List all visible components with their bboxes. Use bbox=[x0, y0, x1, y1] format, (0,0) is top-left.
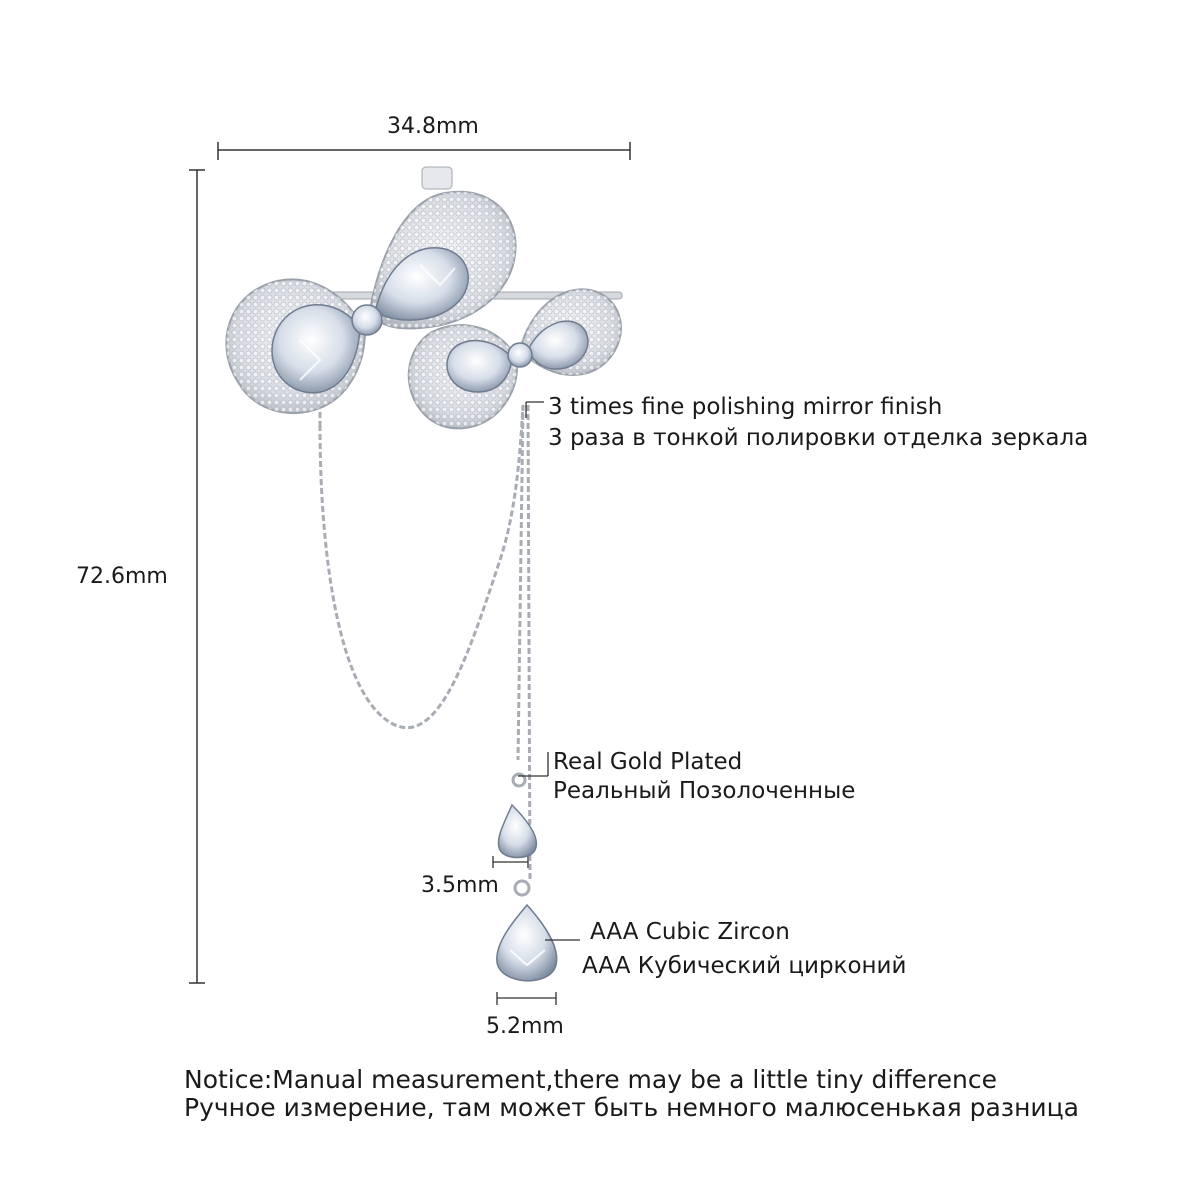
polish-callout-en: 3 times fine polishing mirror finish bbox=[548, 394, 943, 420]
plating-callout-ru: Реальный Позолоченные bbox=[553, 778, 856, 804]
width-dimension-line bbox=[218, 142, 630, 160]
notice-ru: Ручное измерение, там может быть немного малюсенькая разница bbox=[184, 1093, 1079, 1122]
stone-callout-ru: AAA Кубический цирконий bbox=[582, 953, 907, 979]
notice-en: Notice:Manual measurement,there may be a little tiny difference bbox=[184, 1065, 998, 1094]
plating-callout-en: Real Gold Plated bbox=[553, 749, 743, 775]
large-drop-dimension-label: 5.2mm bbox=[486, 1014, 564, 1039]
height-dimension-label: 72.6mm bbox=[76, 564, 168, 589]
large-drop-dimension-line bbox=[497, 992, 556, 1005]
chains bbox=[320, 405, 530, 880]
small-drop-dimension-label: 3.5mm bbox=[421, 873, 499, 898]
large-drop-gem bbox=[497, 905, 557, 981]
polish-callout-ru: 3 раза в тонкой полировки отделка зеркала bbox=[548, 425, 1089, 451]
width-dimension-label: 34.8mm bbox=[387, 114, 479, 139]
stone-callout-en: AAA Cubic Zircon bbox=[590, 919, 790, 945]
height-dimension-line bbox=[189, 170, 205, 983]
